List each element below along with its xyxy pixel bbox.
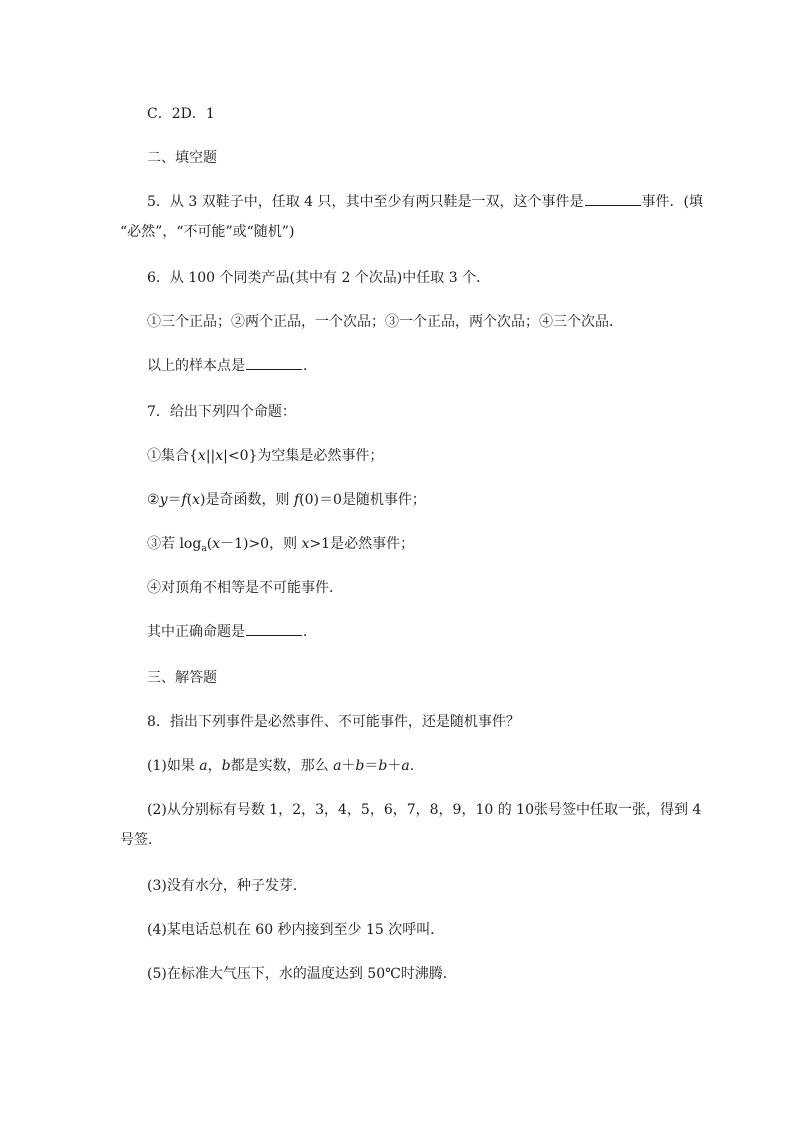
question-6-options: ①三个正品；②两个正品，一个次品；③一个正品，两个次品；④三个次品． xyxy=(147,314,623,330)
section-heading-fill-in: 二、填空题 xyxy=(147,150,217,166)
question-7: 7．给出下列四个命题： xyxy=(147,404,296,420)
question-8: 8．指出下列事件是必然事件、不可能事件，还是随机事件？ xyxy=(147,714,520,730)
question-8-item-3: (3)没有水分，种子发芽． xyxy=(147,878,307,894)
proposition-3: ③若 $\log_a(x-1)>0$，则 x>1是必然事件； xyxy=(147,536,415,554)
answer-blank[interactable] xyxy=(246,356,302,370)
question-8-item-5: (5)在标准大气压下，水的温度达到 50℃时沸腾． xyxy=(147,966,457,982)
proposition-2: ②y＝f(x)是奇函数，则 f(0)＝0是随机事件； xyxy=(147,492,426,508)
question-8-item-4: (4)某电话总机在 60 秒内接到至少 15 次呼叫． xyxy=(147,922,445,938)
question-5-line-2: “必然”，“不可能”或“随机”) xyxy=(120,224,295,240)
question-6-ask: 以上的样本点是 ． xyxy=(147,358,317,374)
question-8-item-2-line-2: 号签． xyxy=(120,832,162,848)
option-line-c-d: C．2D．1 xyxy=(147,106,215,122)
proposition-4: ④对顶角不相等是不可能事件． xyxy=(147,580,343,596)
question-5-line-1: 5．从 3 双鞋子中，任取 4 只，其中至少有两只鞋是一双，这个事件是 事件．(填 xyxy=(147,194,703,210)
question-8-item-2-line-1: (2)从分别标有号数 1，2，3，4，5，6，7，8，9，10 的 10张号签中任取一张，得到 4 xyxy=(147,802,702,818)
section-heading-answer: 三、解答题 xyxy=(147,670,217,686)
question-6: 6．从 100 个同类产品(其中有 2 个次品)中任取 3 个． xyxy=(147,270,491,286)
answer-blank[interactable] xyxy=(585,192,641,206)
question-8-item-1: (1)如果 a，b都是实数，那么 a＋b＝b＋a. xyxy=(147,758,415,774)
answer-blank[interactable] xyxy=(246,622,302,636)
proposition-1: ①集合{x||x|<0}为空集是必然事件； xyxy=(147,448,384,464)
question-7-ask: 其中正确命题是 ． xyxy=(147,624,317,640)
